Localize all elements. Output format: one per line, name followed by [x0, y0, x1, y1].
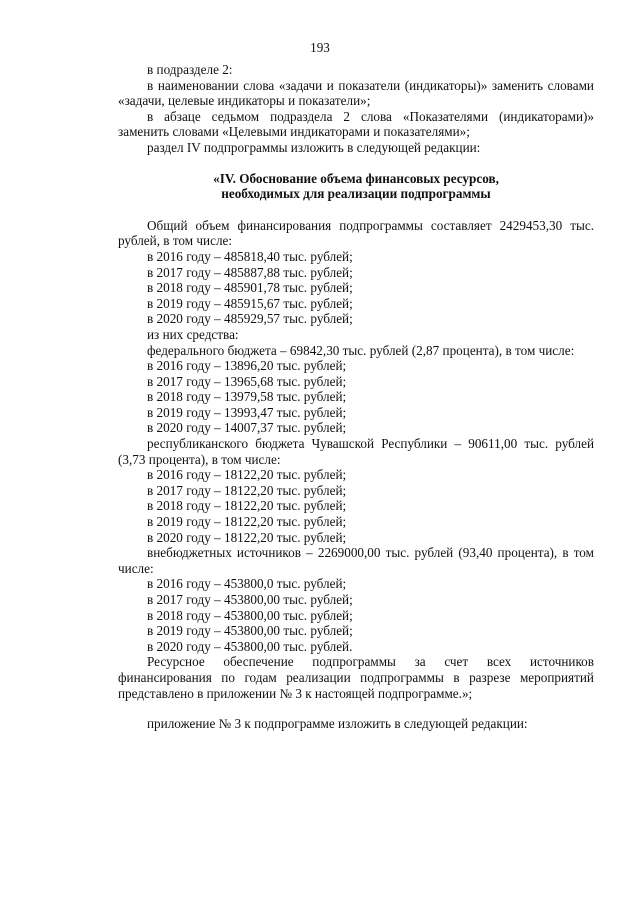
federal-year-2018: в 2018 году – 13979,58 тыс. рублей; [147, 389, 347, 405]
total-year-2017: в 2017 году – 485887,88 тыс. рублей; [147, 264, 353, 280]
total-year-2019: в 2019 году – 485915,67 тыс. рублей; [147, 295, 353, 311]
extrabudget-funding-paragraph: внебюджетных источников – 2269000,00 тыс. рублей (93,40 процента), в том числе: [118, 545, 594, 576]
appendix-paragraph: приложение № 3 к подпрограмме изложить в следующей редакции: [147, 716, 528, 732]
republican-funding-paragraph: республиканского бюджета Чувашской Республики – 90611,00 тыс. рублей (3,73 процента), в том числе: [118, 436, 594, 467]
federal-year-2017: в 2017 году – 13965,68 тыс. рублей; [147, 373, 347, 389]
extrabudget-year-2017: в 2017 году – 453800,00 тыс. рублей; [147, 592, 353, 607]
total-year-2020: в 2020 году – 485929,57 тыс. рублей; [147, 311, 353, 327]
paragraph-spacer [118, 701, 594, 716]
republican-year-2017: в 2017 году – 18122,20 тыс. рублей; [147, 482, 347, 498]
federal-funding-paragraph: федерального бюджета – 69842,30 тыс. рублей (2,87 процента), в том числе: [147, 342, 575, 358]
federal-year-2019: в 2019 году – 13993,47 тыс. рублей; [147, 404, 347, 420]
republican-year-2020: в 2020 году – 18122,20 тыс. рублей; [147, 529, 347, 545]
section-heading-line-2: необходимых для реализации подпрограммы [221, 186, 491, 202]
page-number: 193 [310, 40, 330, 55]
federal-year-2020: в 2020 году – 14007,37 тыс. рублей; [147, 420, 347, 436]
republican-year-2019: в 2019 году – 18122,20 тыс. рублей; [147, 514, 347, 530]
total-funding-paragraph: Общий объем финансирования подпрограммы составляет 2429453,30 тыс. рублей, в том числе: [118, 217, 594, 249]
page-content [118, 62, 594, 732]
extrabudget-year-2019: в 2019 году – 453800,00 тыс. рублей; [147, 623, 353, 639]
intro-paragraph-1: в подразделе 2: [147, 62, 233, 77]
intro-paragraph-2: в наименовании слова «задачи и показатели (индикаторы)» заменить словами «задачи, целевые индикаторы и показатели»; [118, 77, 594, 109]
federal-year-2016: в 2016 году – 13896,20 тыс. рублей; [147, 358, 347, 374]
intro-paragraph-4: раздел IV подпрограммы изложить в следующей редакции: [147, 139, 481, 155]
total-year-2018: в 2018 году – 485901,78 тыс. рублей; [147, 280, 353, 296]
total-year-2016: в 2016 году – 485818,40 тыс. рублей; [147, 248, 353, 264]
republican-year-2016: в 2016 году – 18122,20 тыс. рублей; [147, 467, 347, 483]
extrabudget-year-2018: в 2018 году – 453800,00 тыс. рублей; [147, 607, 353, 623]
intro-paragraph-3: в абзаце седьмом подраздела 2 слова «Показателями (индикаторами)» заменить словами «Целевыми индикаторами и показателями»; [118, 108, 594, 140]
of-them-line: из них средства: [147, 326, 239, 342]
republican-year-2018: в 2018 году – 18122,20 тыс. рублей; [147, 498, 347, 514]
section-heading-line-1: «IV. Обоснование объема финансовых ресурсов, [213, 170, 499, 186]
extrabudget-year-2016: в 2016 году – 453800,0 тыс. рублей; [147, 576, 347, 592]
extrabudget-year-2020: в 2020 году – 453800,00 тыс. рублей. [147, 638, 353, 654]
resource-support-paragraph: Ресурсное обеспечение подпрограммы за счет всех источников финансирования по годам реализации подпрограммы в разрезе мероприятий представлено в приложении № 3 к настоящей подпрограмме.»; [118, 654, 594, 701]
section-heading [118, 171, 594, 202]
